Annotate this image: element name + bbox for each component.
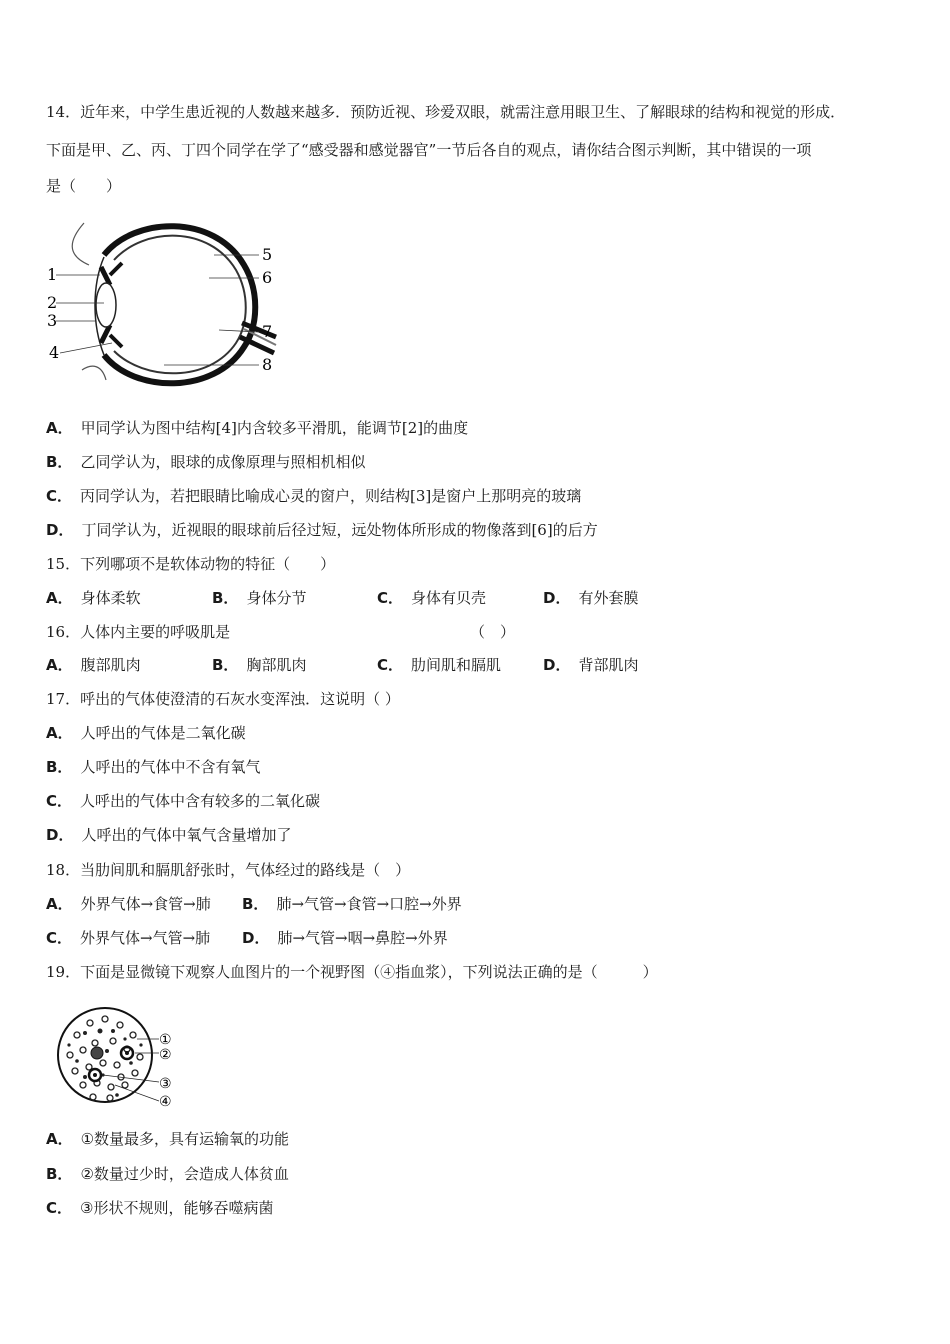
q15-option-c	[377, 588, 486, 608]
q19-option-b	[46, 1164, 289, 1184]
option-label: C．	[46, 487, 73, 505]
q15-option-d	[543, 588, 638, 608]
eye-label-7: 7	[262, 322, 273, 341]
option-label: A．	[46, 1130, 73, 1148]
option-text: ②数量过少时，会造成人体贫血	[80, 1165, 289, 1183]
option-label: C．	[46, 1199, 73, 1217]
option-label: B．	[46, 1165, 73, 1183]
option-text: 有外套膜	[578, 589, 639, 607]
option-label: B．	[242, 895, 269, 913]
option-text: 外界气体→食管→肺	[80, 895, 211, 913]
q14-option-d	[46, 520, 598, 540]
q14-stem-line2: 下面是甲、乙、丙、丁四个同学在学了“感受器和感觉器官”一节后各自的观点，请你结合图示判断，其中错误的一项	[46, 141, 812, 159]
option-text: ①数量最多，具有运输氧的功能	[80, 1130, 290, 1148]
blood-label-1: ①	[159, 1032, 172, 1048]
option-label: C．	[377, 589, 404, 607]
q16-option-a	[46, 655, 141, 675]
q17-option-d	[46, 825, 291, 845]
q14-stem-line3: 是（ ）	[46, 177, 122, 195]
q14-option-c	[46, 486, 581, 506]
q17-stem: 17．呼出的气体使澄清的石灰水变浑浊．这说明（ ）	[46, 690, 400, 708]
q15-stem: 15．下列哪项不是软体动物的特征（ ）	[46, 555, 336, 573]
eye-label-5: 5	[262, 245, 273, 264]
option-text: 肋间肌和膈肌	[411, 656, 502, 674]
option-text: 乙同学认为，眼球的成像原理与照相机相似	[80, 453, 366, 471]
option-label: A．	[46, 656, 73, 674]
option-text: 肺→气管→咽→鼻腔→外界	[277, 929, 448, 947]
q14-option-b	[46, 452, 365, 472]
blood-label-4: ④	[159, 1094, 172, 1110]
option-label: C．	[46, 929, 73, 947]
q18-option-b	[242, 894, 462, 914]
option-text: 身体分节	[246, 589, 307, 607]
eye-label-1: 1	[47, 265, 58, 284]
blood-label-2: ②	[159, 1047, 172, 1063]
option-label: D．	[543, 589, 571, 607]
option-label: D．	[543, 656, 571, 674]
eye-label-4: 4	[49, 343, 60, 362]
option-text: 人呼出的气体中氧气含量增加了	[81, 826, 292, 844]
option-text: 背部肌肉	[578, 656, 639, 674]
q16-answer-paren: （ ）	[470, 623, 516, 641]
option-label: C．	[46, 792, 73, 810]
option-label: A．	[46, 895, 73, 913]
option-text: 甲同学认为图中结构[4]内含较多平滑肌，能调节[2]的曲度	[80, 419, 469, 437]
option-label: B．	[212, 656, 239, 674]
option-text: 胸部肌肉	[246, 656, 307, 674]
option-text: 外界气体→气管→肺	[80, 929, 211, 947]
option-text: 腹部肌肉	[80, 656, 141, 674]
option-label: C．	[377, 656, 404, 674]
option-label: A．	[46, 419, 73, 437]
q16-stem: 16．人体内主要的呼吸肌是	[46, 623, 231, 641]
q15-option-a	[46, 588, 141, 608]
option-label: B．	[46, 453, 73, 471]
option-label: D．	[46, 521, 74, 539]
q14-option-a	[46, 418, 468, 438]
q17-option-b	[46, 757, 260, 777]
q15-option-b	[212, 588, 306, 608]
q18-option-d	[242, 928, 448, 948]
q18-option-c	[46, 928, 210, 948]
q19-stem: 19．下面是显微镜下观察人血图片的一个视野图（④指血浆），下列说法正确的是（ ）	[46, 963, 658, 981]
option-text: 丁同学认为，近视眼的眼球前后径过短，远处物体所形成的物像落到[6]的后方	[81, 521, 598, 539]
q17-option-c	[46, 791, 320, 811]
option-label: B．	[46, 758, 73, 776]
blood-label-3: ③	[159, 1076, 172, 1092]
q16-option-d	[543, 655, 638, 675]
option-text: 肺→气管→食管→口腔→外界	[276, 895, 462, 913]
q14-stem-line1: 14．近年来，中学生患近视的人数越来越多．预防近视、珍爱双眼，就需注意用眼卫生、了解眼球的结构和视觉的形成．	[46, 103, 846, 121]
q16-option-b	[212, 655, 306, 675]
option-text: 身体柔软	[80, 589, 141, 607]
option-label: D．	[242, 929, 270, 947]
q19-option-a	[46, 1129, 289, 1149]
option-label: A．	[46, 724, 73, 742]
option-text: 身体有贝壳	[411, 589, 487, 607]
blood-smear-diagram	[55, 1005, 185, 1115]
q17-option-a	[46, 723, 246, 743]
option-text: 丙同学认为，若把眼睛比喻成心灵的窗户，则结构[3]是窗户上那明亮的玻璃	[80, 487, 582, 505]
eye-label-8: 8	[262, 355, 273, 374]
q18-stem: 18．当肋间肌和膈肌舒张时，气体经过的路线是（ ）	[46, 861, 411, 879]
eye-label-6: 6	[262, 268, 273, 287]
option-label: D．	[46, 826, 74, 844]
q16-option-c	[377, 655, 501, 675]
option-text: 人呼出的气体中含有较多的二氧化碳	[80, 792, 321, 810]
option-label: A．	[46, 589, 73, 607]
eye-label-3: 3	[47, 311, 58, 330]
q19-option-c	[46, 1198, 273, 1218]
q18-option-a	[46, 894, 211, 914]
option-text: ③形状不规则，能够吞噬病菌	[80, 1199, 274, 1217]
option-label: B．	[212, 589, 239, 607]
eye-diagram	[44, 215, 284, 395]
option-text: 人呼出的气体是二氧化碳	[80, 724, 246, 742]
eye-label-2: 2	[47, 293, 58, 312]
option-text: 人呼出的气体中不含有氧气	[80, 758, 261, 776]
